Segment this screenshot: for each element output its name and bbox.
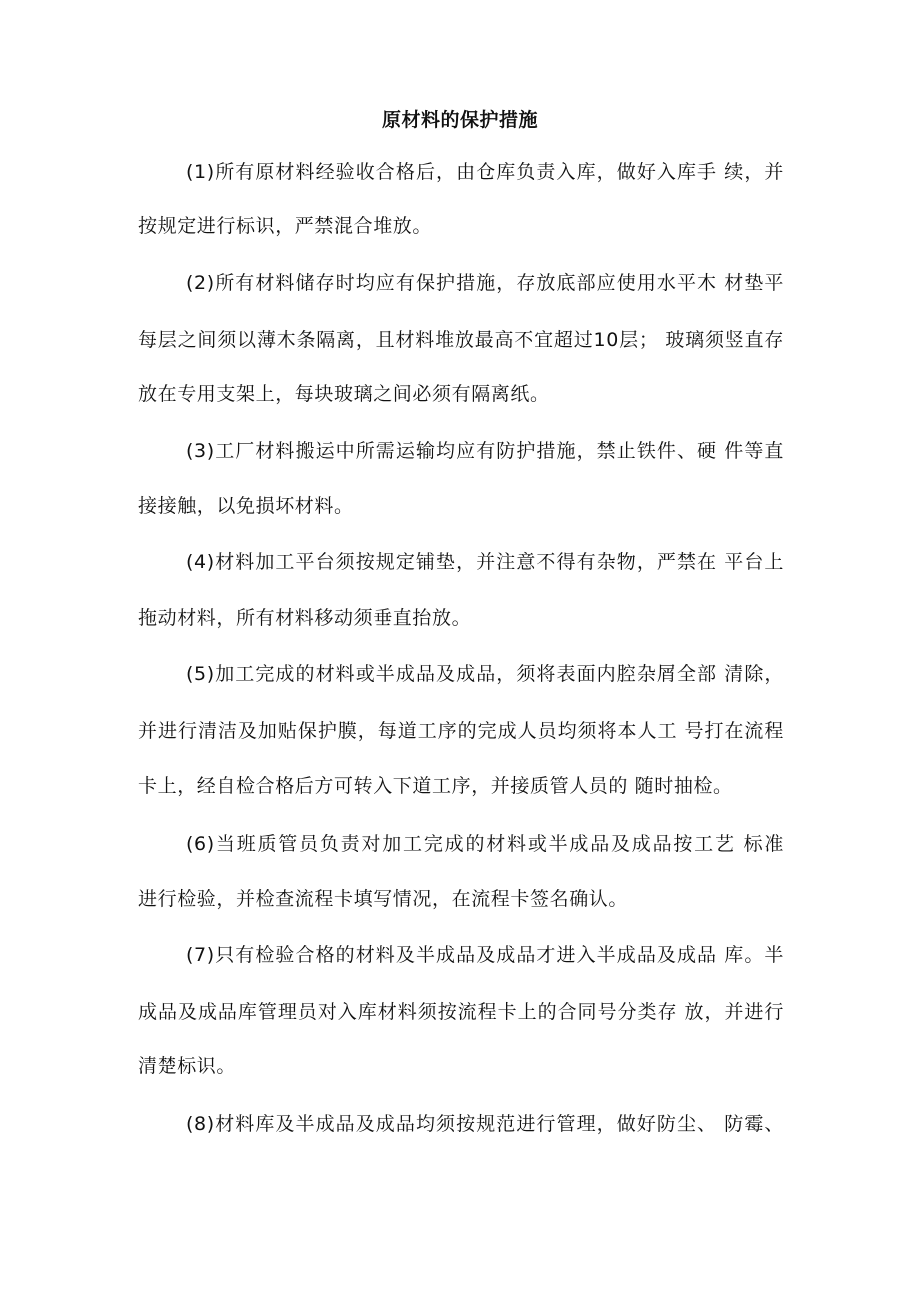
paragraph-5-line-1: (5)加工完成的材料或半成品及成品，须将表面内腔杂屑全部 清除， bbox=[186, 663, 784, 685]
paragraph-2-line-1: (2)所有材料储存时均应有保护措施，存放底部应使用水平木 材垫平 bbox=[186, 272, 784, 294]
paragraph-5-line-2: 并进行清洁及加贴保护膜，每道工序的完成人员均须将本人工 号打在流程 bbox=[138, 720, 784, 742]
paragraph-1-line-2: 按规定进行标识，严禁混合堆放。 bbox=[138, 215, 433, 237]
paragraph-6-line-2: 进行检验，并检查流程卡填写情况，在流程卡签名确认。 bbox=[138, 888, 629, 910]
paragraph-1-line-1: (1)所有原材料经验收合格后，由仓库负责入库，做好入库手 续，并 bbox=[186, 161, 784, 183]
paragraph-3-line-2: 接接触，以免损坏材料。 bbox=[138, 495, 354, 517]
paragraph-7-line-2: 成品及成品库管理员对入库材料须按流程卡上的合同号分类存 放，并进行 bbox=[138, 1001, 784, 1023]
page-title: 原材料的保护措施 bbox=[381, 109, 538, 131]
paragraph-2-line-2: 每层之间须以薄木条隔离，且材料堆放最高不宜超过10层； 玻璃须竖直存 bbox=[138, 329, 784, 351]
paragraph-7-line-1: (7)只有检验合格的材料及半成品及成品才进入半成品及成品 库。半 bbox=[186, 944, 784, 966]
paragraph-2-line-3: 放在专用支架上，每块玻璃之间必须有隔离纸。 bbox=[138, 383, 550, 405]
paragraph-4-line-1: (4)材料加工平台须按规定铺垫，并注意不得有杂物，严禁在 平台上 bbox=[186, 551, 784, 573]
paragraph-7-line-3: 清楚标识。 bbox=[138, 1055, 237, 1077]
paragraph-3-line-1: (3)工厂材料搬运中所需运输均应有防护措施，禁止铁件、硬 件等直 bbox=[186, 440, 784, 462]
paragraph-5-line-3: 卡上，经自检合格后方可转入下道工序，并接质管人员的 随时抽检。 bbox=[138, 775, 733, 797]
paragraph-4-line-2: 拖动材料，所有材料移动须垂直抬放。 bbox=[138, 607, 472, 629]
paragraph-8-line-1: (8)材料库及半成品及成品均须按规范进行管理，做好防尘、 防霉、 bbox=[186, 1113, 784, 1135]
paragraph-6-line-1: (6)当班质管员负责对加工完成的材料或半成品及成品按工艺 标准 bbox=[186, 833, 784, 855]
